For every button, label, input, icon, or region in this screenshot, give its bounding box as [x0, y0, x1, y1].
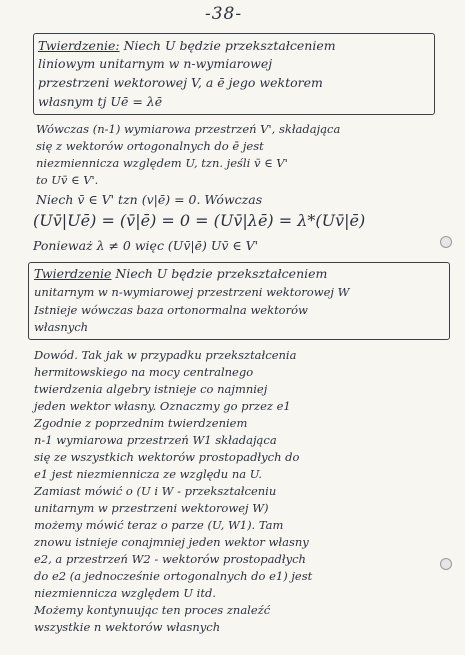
- theorem-2-line-1: unitarnym w n-wymiarowej przestrzeni wektorowej W: [34, 285, 350, 299]
- short-proof-line-1: Niech v̄ ∈ V' tzn (v|ē) = 0. Wówczas: [36, 192, 263, 207]
- proof-line-9: unitarnym w przestrzeni wektorowej W): [34, 501, 269, 515]
- theorem-1-line-1: liniowym unitarnym w n-wymiarowej: [38, 56, 273, 71]
- theorem-1-heading: Twierdzenie:: [38, 38, 120, 53]
- proof-line-12: e2, a przestrzeń W2 - wektorów prostopadłych: [34, 552, 306, 566]
- proof-line-1: hermitowskiego na mocy centralnego: [34, 365, 254, 379]
- paragraph-1-line-3: to Uv̄ ∈ V'.: [36, 173, 99, 187]
- theorem-1-line-0: [38, 38, 336, 53]
- proof-line-3: jeden wektor własny. Oznaczmy go przez e1: [34, 399, 291, 413]
- proof-line-8: Zamiast mówić o (U i W - przekształceniu: [34, 484, 277, 498]
- proof-line-4: Zgodnie z poprzednim twierdzeniem: [34, 416, 248, 430]
- proof-line-14: niezmiennicza względem U itd.: [34, 586, 216, 600]
- proof-line-6: się ze wszystkich wektorów prostopadłych do: [34, 450, 300, 464]
- proof-line-0: Dowód. Tak jak w przypadku przekształcenia: [34, 348, 297, 362]
- proof-line-15: Możemy kontynuując ten proces znaleźć: [34, 603, 271, 617]
- paragraph-1-line-0: Wówczas (n-1) wymiarowa przestrzeń V', składająca: [36, 122, 341, 136]
- page-number: -38-: [205, 4, 243, 24]
- proof-line-2: twierdzenia algebry istnieje co najmniej: [34, 382, 268, 396]
- paragraph-1-line-1: się z wektorów ortogonalnych do ē jest: [36, 139, 264, 153]
- short-proof-equation: (Uv̄|Uē) = (v̄|ē) = 0 = (Uv̄|λē) = λ*(Uv̄|ē): [33, 211, 366, 230]
- theorem-1-text: Niech U będzie przekształceniem: [123, 38, 336, 53]
- proof-line-7: e1 jest niezmiennicza ze względu na U.: [34, 467, 263, 481]
- proof-line-5: n-1 wymiarowa przestrzeń W1 składająca: [34, 433, 277, 447]
- theorem-2-line-3: własnych: [34, 320, 89, 334]
- theorem-1-line-3: własnym tj Uē = λē: [38, 94, 163, 109]
- punch-hole-lower: [440, 558, 452, 570]
- proof-line-16: wszystkie n wektorów własnych: [34, 620, 221, 634]
- proof-line-11: znowu istnieje conajmniej jeden wektor własny: [34, 535, 309, 549]
- theorem-2-text: Niech U będzie przekształceniem: [115, 266, 328, 281]
- paragraph-1-line-2: niezmiennicza względem U, tzn. jeśli v̄ ∈ V': [36, 156, 288, 170]
- punch-hole-upper: [440, 236, 452, 248]
- short-proof-line-3: Ponieważ λ ≠ 0 więc (Uv̄|ē) Uv̄ ∈ V': [33, 238, 259, 253]
- theorem-2-line-2: Istnieje wówczas baza ortonormalna wektorów: [34, 303, 308, 317]
- proof-line-13: do e2 (a jednocześnie ortogonalnych do e1) jest: [34, 569, 313, 583]
- theorem-1-line-2: przestrzeni wektorowej V, a ē jego wektorem: [38, 75, 323, 90]
- proof-line-10: możemy mówić teraz o parze (U, W1). Tam: [34, 518, 284, 532]
- theorem-2-heading: Twierdzenie: [34, 266, 112, 281]
- theorem-2-line-0: [34, 266, 327, 281]
